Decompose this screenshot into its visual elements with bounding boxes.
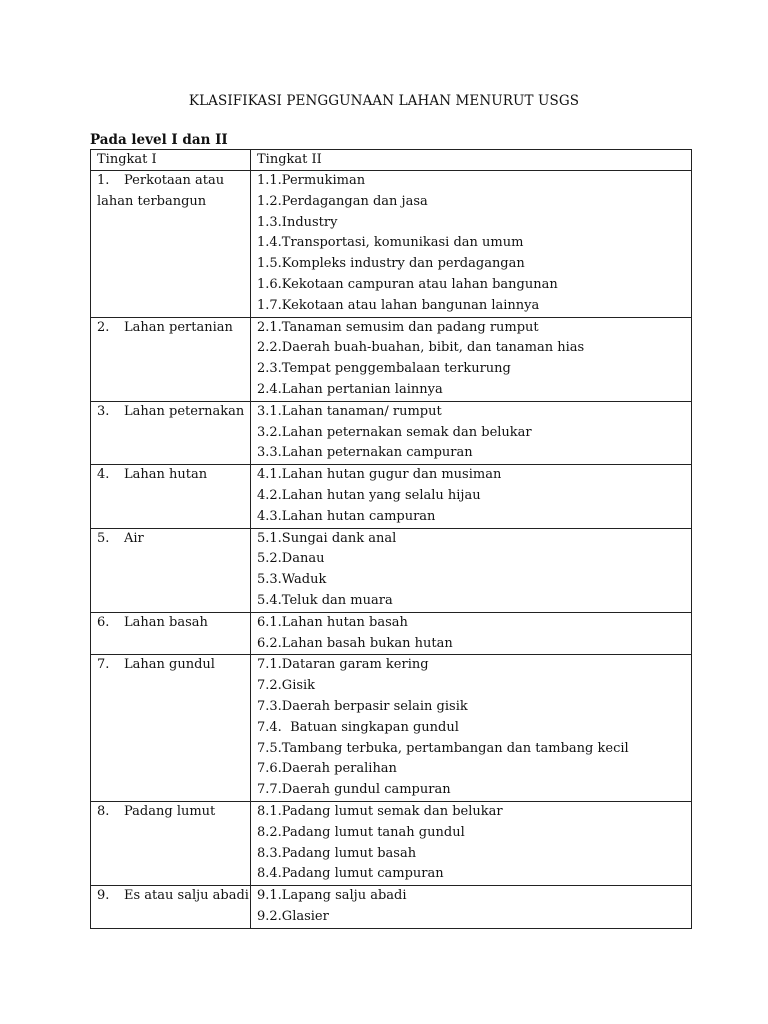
header-cell-level2 [251, 150, 692, 171]
table-row [91, 801, 692, 885]
table-row [91, 317, 692, 401]
level1-number: 9. [97, 888, 110, 904]
level1-label: Lahan basah [124, 614, 208, 630]
level2-cell [251, 465, 692, 528]
level1-cell [91, 317, 251, 401]
level1-number: 4. [97, 467, 110, 483]
level2-item: 1.6.Kekotaan campuran atau lahan bangunan [257, 276, 558, 292]
level1-label: Air [124, 530, 144, 546]
table-row [91, 655, 692, 802]
level1-line [97, 886, 250, 907]
level1-line [97, 802, 250, 823]
level1-cell [91, 886, 251, 929]
level2-item: 1.5.Kompleks industry dan perdagangan [257, 256, 525, 272]
level2-item: 5.1.Sungai dank anal [257, 530, 397, 546]
level1-line [97, 318, 250, 339]
level1-number: 2. [97, 319, 110, 335]
table-row [91, 886, 692, 929]
table-body [91, 150, 692, 929]
level1-cell [91, 465, 251, 528]
level2-item: 5.2.Danau [257, 551, 325, 567]
level2-item: 7.7.Daerah gundul campuran [257, 782, 451, 798]
header-cell-level1 [91, 150, 251, 171]
level1-number: 8. [97, 803, 110, 819]
level1-label: Es atau salju abadi [124, 888, 249, 904]
classification-table [90, 149, 692, 929]
level1-label-continued: lahan terbangun [97, 193, 207, 209]
level2-item: 8.1.Padang lumut semak dan belukar [257, 803, 503, 819]
table-row [91, 465, 692, 528]
level2-item: 2.2.Daerah buah-buahan, bibit, dan tanaman hias [257, 340, 585, 356]
page-title: KLASIFIKASI PENGGUNAAN LAHAN MENURUT USGS [188, 93, 580, 109]
header-level2-label: Tingkat II [257, 152, 322, 167]
level2-item: 2.3.Tempat penggembalaan terkurung [257, 361, 511, 377]
level2-cell [251, 171, 692, 318]
level1-label: Perkotaan atau [124, 173, 225, 188]
level2-cell [251, 528, 692, 612]
level2-item: 7.1.Dataran garam kering [257, 657, 429, 673]
level1-line [97, 613, 250, 634]
table-row [91, 171, 692, 318]
level2-cell [251, 886, 692, 929]
table-row [91, 401, 692, 464]
level2-item: 3.2.Lahan peternakan semak dan belukar [257, 424, 532, 440]
level2-item: 4.2.Lahan hutan yang selalu hijau [257, 487, 481, 503]
level2-item: 9.1.Lapang salju abadi [257, 888, 407, 904]
level2-item: 6.1.Lahan hutan basah [257, 614, 408, 630]
level2-cell [251, 612, 692, 655]
level2-item: 8.4.Padang lumut campuran [257, 866, 444, 882]
level1-line [97, 655, 250, 676]
level1-line [97, 402, 250, 423]
level1-number: 5. [97, 530, 110, 546]
level1-cell [91, 655, 251, 802]
level2-item: 4.3.Lahan hutan campuran [257, 508, 436, 524]
level2-item: 2.1.Tanaman semusim dan padang rumput [257, 319, 539, 335]
level2-item: 5.3.Waduk [257, 572, 327, 588]
level2-item: 7.5.Tambang terbuka, pertambangan dan tambang kecil [257, 740, 629, 756]
level2-item: 1.7.Kekotaan atau lahan bangunan lainnya [257, 297, 540, 313]
level1-cell [91, 801, 251, 885]
table-row [91, 612, 692, 655]
header-level1-label: Tingkat I [97, 152, 157, 167]
level1-number: 6. [97, 614, 110, 630]
level2-cell [251, 801, 692, 885]
level1-label: Lahan gundul [124, 657, 215, 673]
level1-cell [91, 612, 251, 655]
level1-line [97, 529, 250, 550]
level2-item: 1.3.Industry [257, 214, 338, 230]
level1-label: Lahan pertanian [124, 319, 233, 335]
level1-line [97, 171, 250, 192]
level2-item: 7.4. Batuan singkapan gundul [257, 719, 459, 735]
section-subtitle: Pada level I dan II [90, 132, 228, 148]
level2-item: 9.2.Glasier [257, 908, 329, 924]
level1-cell [91, 401, 251, 464]
level2-item: 8.2.Padang lumut tanah gundul [257, 824, 465, 840]
level2-cell [251, 317, 692, 401]
level1-label: Padang lumut [124, 803, 216, 819]
level2-item: 2.4.Lahan pertanian lainnya [257, 381, 443, 397]
level2-item: 5.4.Teluk dan muara [257, 592, 393, 608]
level1-line [97, 465, 250, 486]
level2-cell [251, 655, 692, 802]
level2-item: 7.3.Daerah berpasir selain gisik [257, 698, 468, 714]
level2-item: 4.1.Lahan hutan gugur dan musiman [257, 467, 502, 483]
level2-item: 6.2.Lahan basah bukan hutan [257, 635, 453, 651]
table-row [91, 528, 692, 612]
table-header-row [91, 150, 692, 171]
level1-label: Lahan hutan [124, 467, 208, 483]
level1-number: 7. [97, 657, 110, 673]
level1-number: 3. [97, 403, 110, 419]
level1-cell [91, 171, 251, 318]
level2-cell [251, 401, 692, 464]
level2-item: 3.3.Lahan peternakan campuran [257, 445, 473, 461]
level2-item: 3.1.Lahan tanaman/ rumput [257, 403, 442, 419]
level2-item: 7.2.Gisik [257, 678, 316, 694]
level2-item: 7.6.Daerah peralihan [257, 761, 397, 777]
level2-item: 1.1.Permukiman [257, 173, 366, 188]
level2-item: 8.3.Padang lumut basah [257, 845, 417, 861]
level2-item: 1.4.Transportasi, komunikasi dan umum [257, 235, 524, 251]
level1-cell [91, 528, 251, 612]
level2-item: 1.2.Perdagangan dan jasa [257, 193, 428, 209]
level1-label: Lahan peternakan [124, 403, 245, 419]
level1-number: 1. [97, 173, 110, 188]
